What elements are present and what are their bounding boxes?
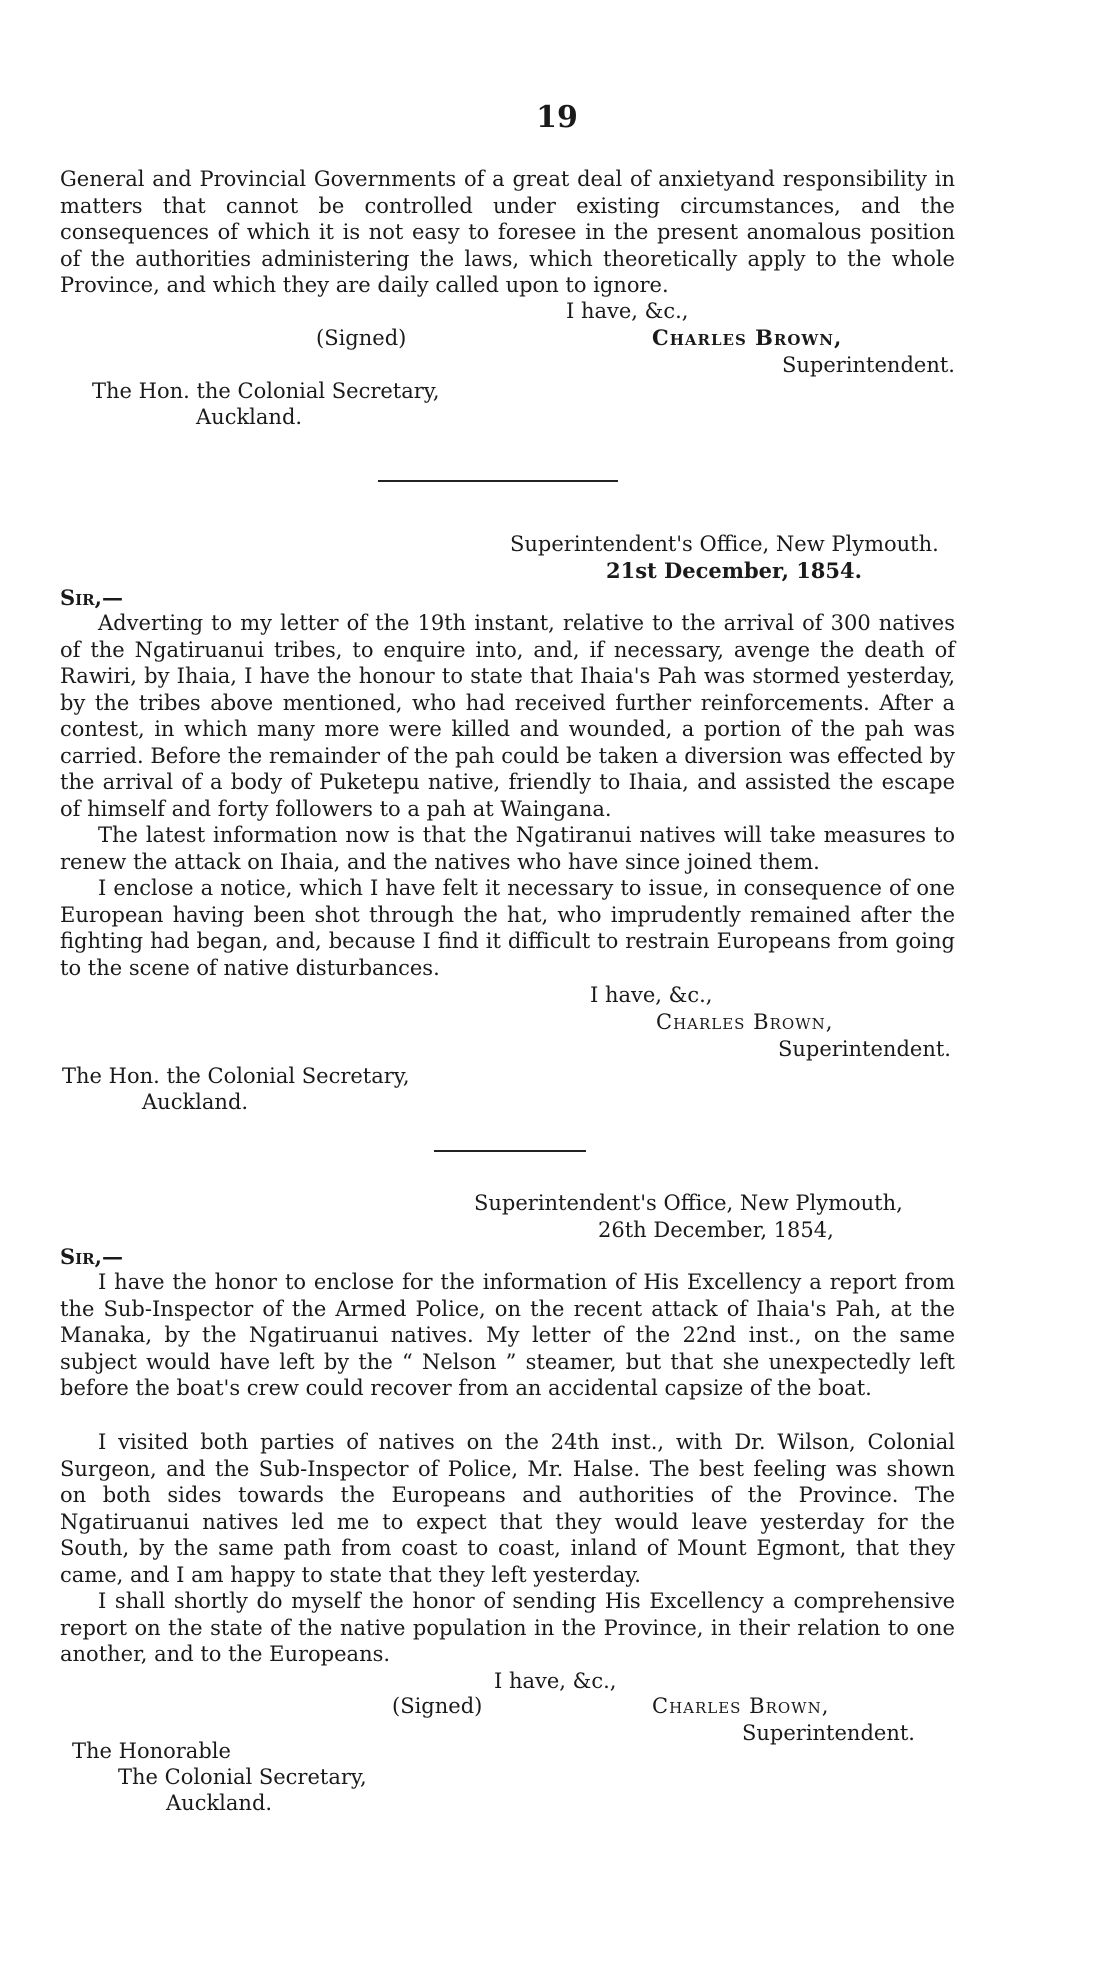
letter2-signatory-title: Superintendent. [778, 1037, 951, 1061]
letter3-addressee-line2: The Colonial Secretary, [118, 1765, 367, 1789]
letter2-closing: I have, &c., [590, 983, 713, 1007]
separator-rule-2 [434, 1150, 586, 1152]
page-number: 19 [536, 100, 578, 135]
separator-rule-1 [378, 480, 618, 482]
letter1-signed: (Signed) [316, 326, 407, 350]
letter3-addressee-line1: The Honorable [72, 1739, 231, 1763]
letter2-salutation: Sir,— [60, 585, 123, 610]
letter1-signatory-title: Superintendent. [782, 353, 955, 377]
letter3-signed: (Signed) [392, 1694, 483, 1718]
letter2-office: Superintendent's Office, New Plymouth. [510, 532, 939, 556]
letter2-addressee-line2: Auckland. [142, 1090, 249, 1114]
letter3-salutation: Sir,— [60, 1244, 123, 1269]
letter2-paragraph: Adverting to my letter of the 19th instant, relative to the arrival of 300 natives of the Ngatiruanui tribes, to enquire into, and, if necessary, avenge the death of Rawiri, by Ihaia, I have the honour to state that Ihaia's Pah was stormed yesterday, by the tribes above mentioned, who had received further reinforcements. After a contest, in which many more were killed and wounded, a portion of the pah was carried. Before the remainder of the pah could be taken a diversion was effected by the arrival of a body of Puketepu native, friendly to Ihaia, and assisted the escape of himself and forty followers to a pah at Waingana. [60, 611, 955, 821]
letter1-closing: I have, &c., [566, 299, 689, 323]
letter3-date: 26th December, 1854, [598, 1218, 834, 1242]
letter1-addressee-line2: Auckland. [196, 405, 303, 429]
letter2-paragraph: I enclose a notice, which I have felt it necessary to issue, in consequence of one European having been shot through the hat, who imprudently remained after the fighting had began, and, because I find it difficult to restrain Europeans from going to the scene of native disturbances. [60, 876, 955, 980]
letter3-paragraph: I shall shortly do myself the honor of sending His Excellency a comprehensive report on the state of the native population in the Province, in their relation to one another, and to the Europeans. [60, 1589, 955, 1666]
letter3-office: Superintendent's Office, New Plymouth, [474, 1191, 903, 1215]
letter1-addressee-line1: The Hon. the Colonial Secretary, [92, 379, 440, 403]
letter3-signatory-title: Superintendent. [742, 1721, 915, 1745]
letter2-addressee-line1: The Hon. the Colonial Secretary, [62, 1064, 410, 1088]
letter3-addressee-line3: Auckland. [166, 1791, 273, 1815]
letter2-paragraph: The latest information now is that the Ngatiranui natives will take measures to renew the attack on Ihaia, and the natives who have since joined them. [60, 823, 955, 874]
letter2-date: 21st December, 1854. [606, 558, 862, 583]
letter3-closing: I have, &c., [494, 1669, 617, 1693]
letter2-signatory-name: Charles Brown, [656, 1010, 834, 1034]
letter1-signatory-name: Charles Brown, [652, 325, 843, 350]
letter3-signatory-name: Charles Brown, [652, 1694, 830, 1718]
letter3-paragraph: I have the honor to enclose for the information of His Excellency a report from the Sub-Inspector of the Armed Police, on the recent attack of Ihaia's Pah, at the Manaka, by the Ngatiruanui natives. My letter of the 22nd inst., on the same subject would have left by the “ Nelson ” steamer, but that she unexpectedly left before the boat's crew could recover from an accidental capsize of the boat. [60, 1270, 955, 1400]
letter3-paragraph: I visited both parties of natives on the 24th inst., with Dr. Wilson, Colonial Surgeon, and the Sub-Inspector of Police, Mr. Halse. The best feeling was shown on both sides towards the Europeans and authorities of the Province. The Ngatiruanui natives led me to expect that they would leave yesterday for the South, by the same path from coast to coast, inland of Mount Egmont, that they came, and I am happy to state that they left yesterday. [60, 1430, 955, 1587]
letter1-continuation: General and Provincial Governments of a great deal of anxietyand responsibility in matters that cannot be controlled under existing circumstances, and the consequences of which it is not easy to foresee in the present anomalous position of the authorities administering the laws, which theoretically apply to the whole Province, and which they are daily called upon to ignore. [60, 167, 955, 297]
